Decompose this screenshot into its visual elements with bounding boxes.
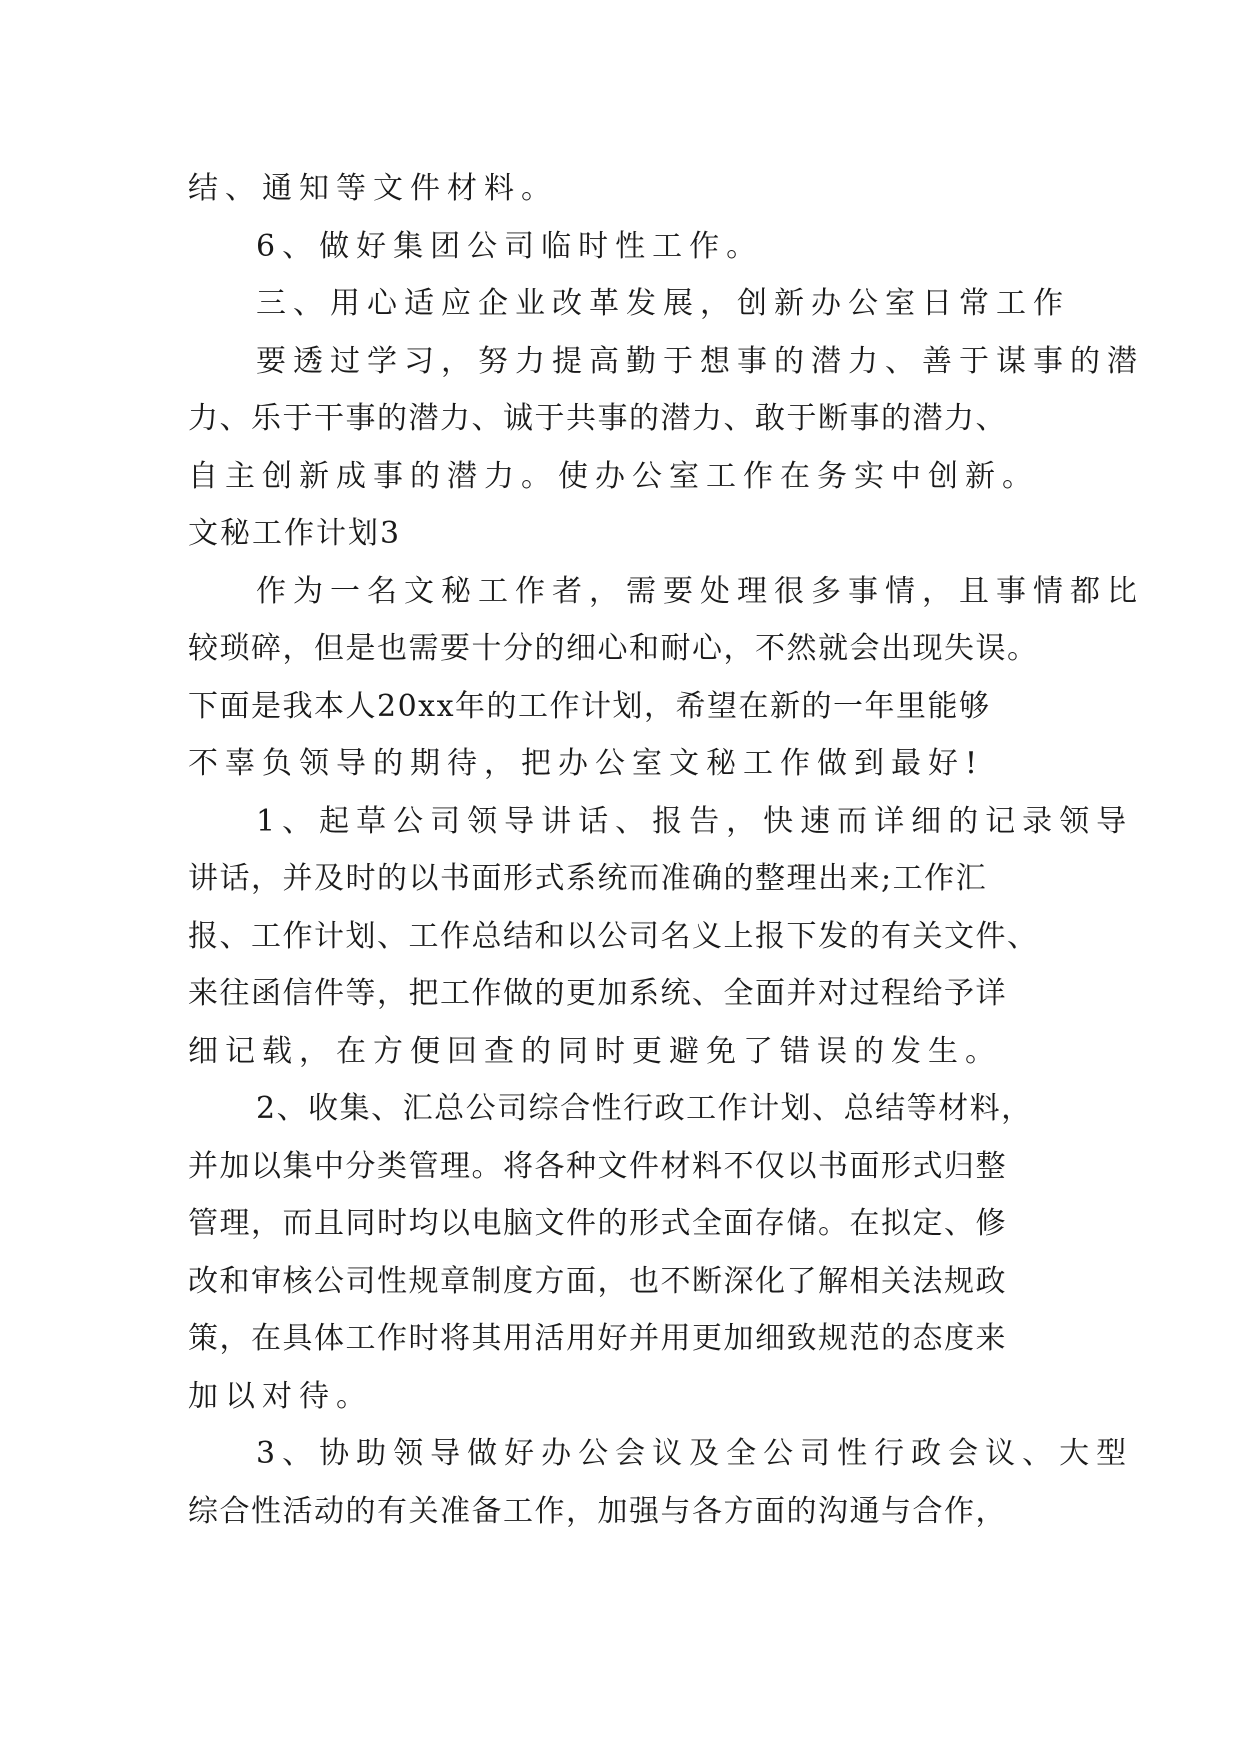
section-heading: 三、用心适应企业改革发展，创新办公室日常工作 — [256, 286, 1070, 321]
paragraph-line: 1、起草公司领导讲话、报告，快速而详细的记录领导 — [256, 803, 1134, 839]
paragraph-line: 较琐碎，但是也需要十分的细心和耐心，不然就会出现失误。 — [188, 631, 1039, 666]
paragraph-line: 自主创新成事的潜力。使办公室工作在务实中创新。 — [188, 458, 1039, 494]
paragraph-line: 综合性活动的有关准备工作，加强与各方面的沟通与合作， — [188, 1493, 1007, 1529]
paragraph-line: 不辜负领导的期待，把办公室文秘工作做到最好! — [188, 746, 985, 781]
paragraph-line: 下面是我本人20xx年的工作计划，希望在新的一年里能够 — [188, 688, 991, 724]
paragraph-line: 6、做好集团公司临时性工作。 — [256, 228, 764, 264]
document-body — [188, 160, 1144, 1540]
paragraph-line: 作为一名文秘工作者，需要处理很多事情，且事情都比 — [256, 573, 1144, 609]
paragraph-line: 2、收集、汇总公司综合性行政工作计划、总结等材料， — [256, 1091, 1033, 1126]
paragraph-line: 来往函信件等，把工作做的更加系统、全面并对过程给予详 — [188, 976, 1007, 1011]
paragraph-line: 细记载，在方便回查的同时更避免了错误的发生。 — [188, 1033, 1002, 1069]
paragraph-line: 改和审核公司性规章制度方面，也不断深化了解相关法规政 — [188, 1263, 1007, 1299]
paragraph-line: 讲话，并及时的以书面形式系统而准确的整理出来;工作汇 — [188, 861, 988, 896]
paragraph-line: 管理，而且同时均以电脑文件的形式全面存储。在拟定、修 — [188, 1206, 1007, 1241]
document-title: 文秘工作计划3 — [188, 516, 402, 551]
paragraph-line: 3、协助领导做好办公会议及全公司性行政会议、大型 — [256, 1436, 1134, 1471]
paragraph-line: 策，在具体工作时将其用活用好并用更加细致规范的态度来 — [188, 1321, 1007, 1356]
paragraph-line: 结、通知等文件材料。 — [188, 171, 558, 206]
paragraph-line: 加以对待。 — [188, 1378, 373, 1414]
paragraph-line: 并加以集中分类管理。将各种文件材料不仅以书面形式归整 — [188, 1148, 1007, 1184]
paragraph-line: 要透过学习，努力提高勤于想事的潜力、善于谋事的潜 — [256, 343, 1144, 379]
paragraph-line: 力、乐于干事的潜力、诚于共事的潜力、敢于断事的潜力、 — [188, 401, 1007, 436]
paragraph-line: 报、工作计划、工作总结和以公司名义上报下发的有关文件、 — [188, 918, 1039, 954]
